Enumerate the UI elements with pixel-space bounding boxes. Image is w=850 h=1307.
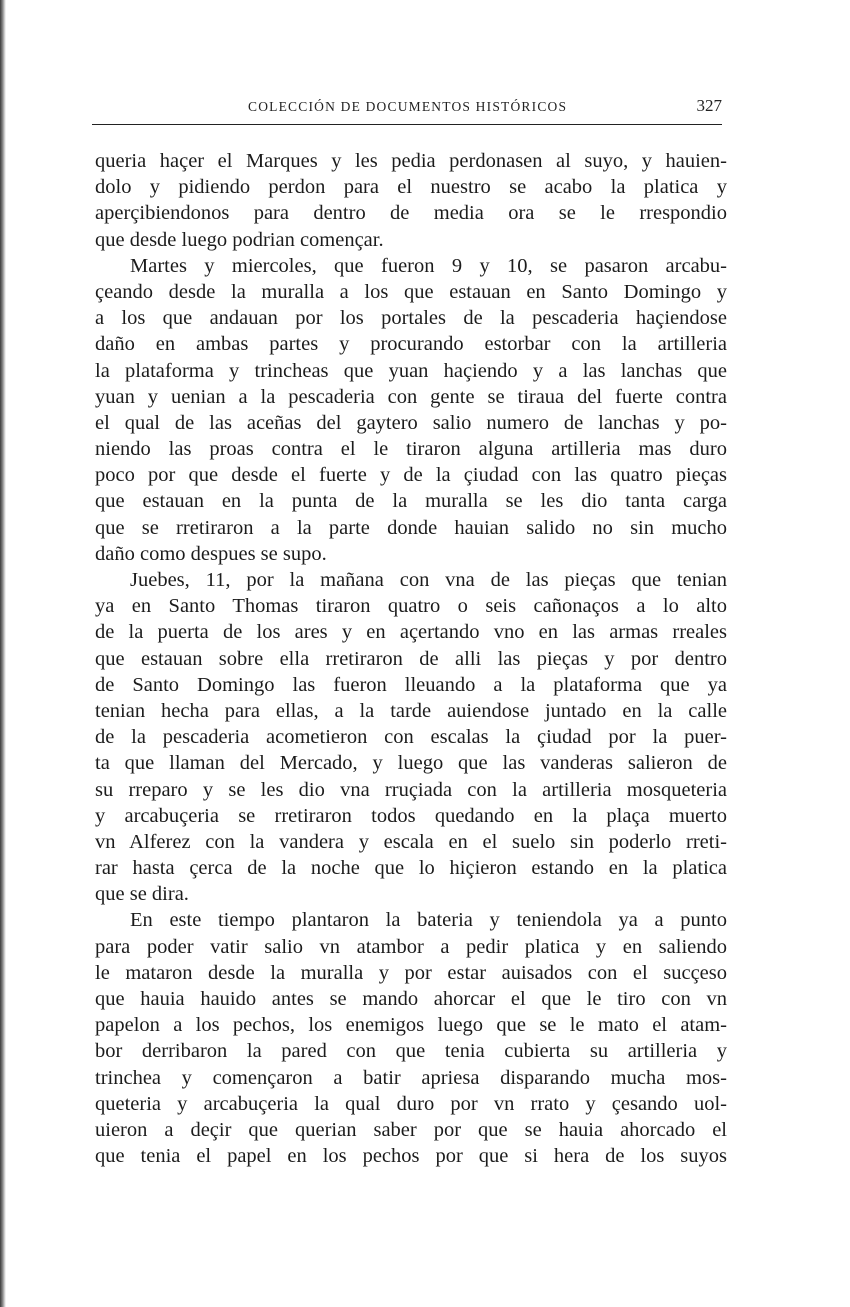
text-line: vn Alferez con la vandera y escala en el suelo sin poderlo rreti- xyxy=(95,830,727,853)
text-line: daño en ambas partes y procurando estorbar con la artilleria xyxy=(95,333,727,356)
text-line: que se dira. xyxy=(95,883,189,906)
text-line: aperçibiendonos para dentro de media ora se le rrespondio xyxy=(95,202,727,225)
text-line: y arcabuçeria se rretiraron todos quedando en la plaça muerto xyxy=(95,804,727,827)
text-line: queteria y arcabuçeria la qual duro por vn rrato y çesando uol- xyxy=(95,1092,727,1115)
text-line: queria haçer el Marques y les pedia perdonasen al suyo, y hauien- xyxy=(95,150,727,172)
text-line: de Santo Domingo las fueron lleuando a la plataforma que ya xyxy=(95,673,727,696)
page-number: 327 xyxy=(696,96,722,115)
text-line: para poder vatir salio vn atambor a pedir platica y en saliendo xyxy=(95,935,727,958)
text-line: trinchea y començaron a batir apriesa disparando mucha mos- xyxy=(95,1066,727,1089)
running-title: COLECCIÓN DE DOCUMENTOS HISTÓRICOS xyxy=(248,99,568,114)
text-line: bor derribaron la pared con que tenia cubierta su artilleria y xyxy=(95,1040,727,1063)
text-line: çeando desde la muralla a los que estauan en Santo Domingo y xyxy=(95,280,727,303)
text-line: papelon a los pechos, los enemigos luego que se le mato el atam- xyxy=(95,1014,727,1037)
paragraph-first-line: Martes y miercoles, que fueron 9 y 10, se pasaron arcabu- xyxy=(130,254,727,277)
text-line: poco por que desde el fuerte y de la çiudad con las quatro pieças xyxy=(95,464,727,487)
text-line: de la puerta de los ares y en açertando vno en las armas rreales xyxy=(95,621,727,644)
text-line: que se rretiraron a la parte donde hauian salido no sin mucho xyxy=(95,516,727,539)
text-line: el qual de las aceñas del gaytero salio numero de lanchas y po- xyxy=(95,411,727,434)
text-line: tenian hecha para ellas, a la tarde auiendose juntado en la calle xyxy=(95,699,727,722)
text-line: dolo y pidiendo perdon para el nuestro se acabo la platica y xyxy=(95,176,727,199)
text-line: que hauia hauido antes se mando ahorcar el que le tiro con vn xyxy=(95,988,727,1010)
text-line: uieron a deçir que querian saber por que se hauia ahorcado el xyxy=(95,1118,727,1141)
text-line: que tenia el papel en los pechos por que si hera de los suyos xyxy=(95,1145,727,1168)
text-line: que estauan sobre ella rretiraron de alli las pieças y por dentro xyxy=(95,647,727,670)
paragraph-first-line: En este tiempo plantaron la bateria y teniendola ya a punto xyxy=(130,909,727,932)
text-line: rar hasta çerca de la noche que lo hiçieron estando en la platica xyxy=(95,857,727,880)
text-line: le mataron desde la muralla y por estar auisados con el sucçeso xyxy=(95,961,727,984)
body-text xyxy=(95,148,727,1169)
text-line: que desde luego podrian començar. xyxy=(95,228,384,251)
text-line: ta que llaman del Mercado, y luego que las vanderas salieron de xyxy=(95,752,727,775)
running-header xyxy=(92,96,722,125)
paragraph-first-line: Juebes, 11, por la mañana con vna de las pieças que tenian xyxy=(130,569,727,591)
text-line: daño como despues se supo. xyxy=(95,542,327,565)
text-line: ya en Santo Thomas tiraron quatro o seis cañonaços a lo alto xyxy=(95,595,727,618)
text-line: a los que andauan por los portales de la pescaderia haçiendose xyxy=(95,307,727,330)
text-line: niendo las proas contra el le tiraron alguna artilleria mas duro xyxy=(95,438,727,461)
text-line: que estauan en la punta de la muralla se les dio tanta carga xyxy=(95,490,727,513)
text-line: la plataforma y trincheas que yuan haçiendo y a las lanchas que xyxy=(95,359,727,382)
text-line: yuan y uenian a la pescaderia con gente se tiraua del fuerte contra xyxy=(95,385,727,408)
text-line: de la pescaderia acometieron con escalas la çiudad por la puer- xyxy=(95,726,727,749)
text-line: su rreparo y se les dio vna rruçiada con la artilleria mosqueteria xyxy=(95,778,727,801)
